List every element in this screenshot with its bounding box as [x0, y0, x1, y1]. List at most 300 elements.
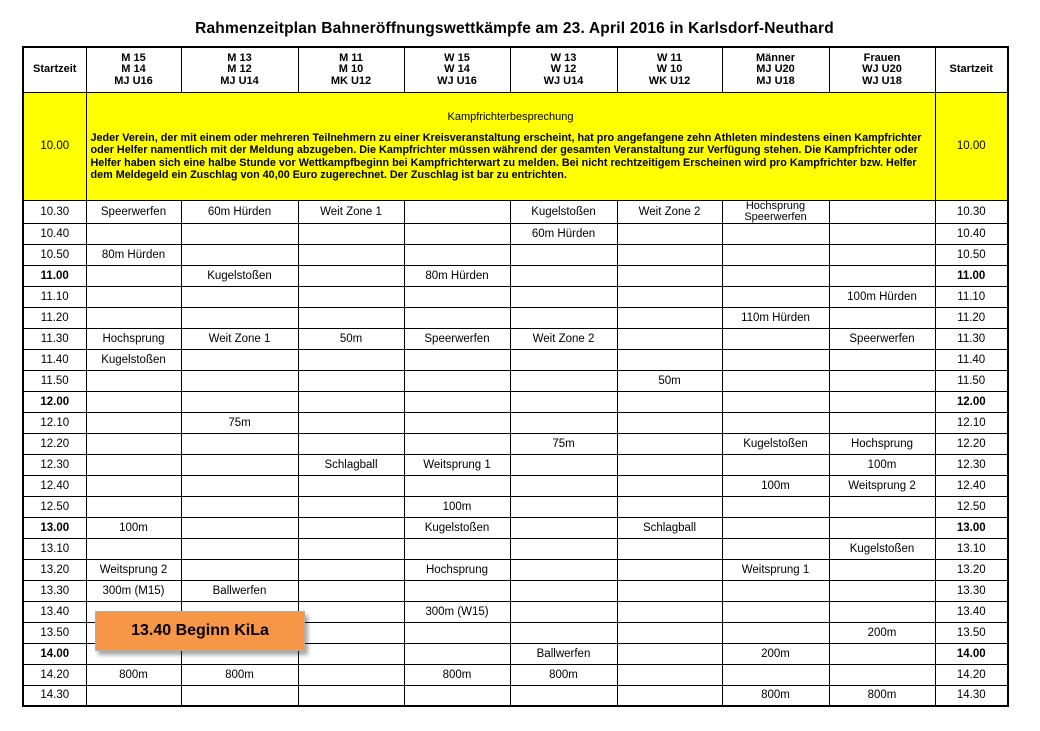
schedule-row	[23, 685, 1008, 706]
event-cell	[829, 200, 935, 223]
event-cell	[181, 559, 298, 580]
event-cell	[86, 412, 181, 433]
event-cell	[510, 622, 617, 643]
event-cell: 800m	[181, 664, 298, 685]
start-time-left: 14.30	[23, 685, 86, 706]
meeting-title: Kampfrichterbesprechung	[447, 110, 574, 123]
column-header-line: MJ U14	[220, 74, 259, 87]
page-title: Rahmenzeitplan Bahneröffnungswettkämpfe am 23. April 2016 in Karlsdorf-Neuthard	[195, 20, 834, 37]
meeting-time-left: 10.00	[23, 92, 86, 200]
column-header-line: WK U12	[648, 74, 691, 87]
event-cell	[829, 412, 935, 433]
event-cell: Speerwerfen	[404, 328, 510, 349]
start-time-left: 11.00	[23, 265, 86, 286]
event-cell: Speerwerfen	[86, 200, 181, 223]
event-cell	[722, 265, 829, 286]
column-header-line: W 14	[444, 63, 470, 75]
event-cell	[722, 223, 829, 244]
event-cell: 300m (W15)	[404, 601, 510, 622]
start-time-right: 14.20	[935, 664, 1008, 685]
start-time-right: 14.30	[935, 685, 1008, 706]
start-time-left: 14.00	[23, 643, 86, 664]
event-cell	[617, 580, 722, 601]
event-cell	[617, 223, 722, 244]
schedule-row	[23, 244, 1008, 265]
start-time-right: 13.30	[935, 580, 1008, 601]
event-cell	[86, 538, 181, 559]
start-time-right: 12.30	[935, 454, 1008, 475]
event-cell: Hochsprung	[86, 328, 181, 349]
start-time-right: 11.50	[935, 370, 1008, 391]
start-time-right: 10.50	[935, 244, 1008, 265]
event-cell: 800m	[404, 664, 510, 685]
start-time-left: 13.50	[23, 622, 86, 643]
event-cell	[722, 496, 829, 517]
event-cell	[181, 517, 298, 538]
event-cell	[181, 433, 298, 454]
event-cell	[181, 538, 298, 559]
event-cell: Kugelstoßen	[829, 538, 935, 559]
event-cell	[86, 265, 181, 286]
event-cell	[829, 370, 935, 391]
start-time-right: 13.20	[935, 559, 1008, 580]
start-time-left: 12.20	[23, 433, 86, 454]
event-cell	[404, 307, 510, 328]
event-cell	[86, 454, 181, 475]
event-cell	[617, 622, 722, 643]
column-header-line: Frauen	[863, 51, 901, 64]
event-cell	[617, 538, 722, 559]
event-cell	[404, 643, 510, 664]
column-header-line: MJ U16	[114, 74, 153, 87]
event-cell: Weit Zone 2	[617, 200, 722, 223]
column-header-line: MK U12	[330, 74, 372, 87]
event-line: Speerwerfen	[744, 210, 807, 223]
event-cell: 800m	[722, 685, 829, 706]
schedule-row	[23, 265, 1008, 286]
event-cell	[510, 454, 617, 475]
schedule-row	[23, 391, 1008, 412]
schedule-row	[23, 307, 1008, 328]
event-cell: Ballwerfen	[510, 643, 617, 664]
event-cell	[722, 580, 829, 601]
event-cell	[298, 223, 404, 244]
event-cell	[722, 391, 829, 412]
event-cell: 100m	[404, 496, 510, 517]
event-cell	[617, 307, 722, 328]
column-header-line: MJ U20	[756, 63, 795, 75]
event-cell	[722, 328, 829, 349]
event-cell: Weitsprung 2	[829, 475, 935, 496]
start-time-header-right: Startzeit	[935, 47, 1008, 92]
header-row	[23, 47, 1008, 92]
event-cell: 110m Hürden	[722, 307, 829, 328]
event-cell	[181, 496, 298, 517]
event-cell	[722, 454, 829, 475]
event-cell	[298, 496, 404, 517]
event-cell: 50m	[617, 370, 722, 391]
event-cell	[510, 475, 617, 496]
kila-start-callout: 13.40 Beginn KiLa	[95, 611, 305, 651]
event-cell: Kugelstoßen	[404, 517, 510, 538]
start-time-right: 12.00	[935, 391, 1008, 412]
event-cell	[829, 349, 935, 370]
event-cell	[181, 685, 298, 706]
event-cell	[722, 370, 829, 391]
column-header-line: M 10	[338, 63, 364, 75]
event-line: Hochsprung	[745, 200, 806, 212]
event-cell: 800m	[829, 685, 935, 706]
event-cell	[829, 391, 935, 412]
start-time-right: 10.40	[935, 223, 1008, 244]
start-time-left: 14.20	[23, 664, 86, 685]
column-header	[298, 47, 404, 92]
event-cell	[510, 580, 617, 601]
event-cell	[510, 538, 617, 559]
event-cell: 100m	[829, 454, 935, 475]
event-cell	[181, 244, 298, 265]
event-cell: 200m	[829, 622, 935, 643]
event-cell	[510, 559, 617, 580]
event-cell	[404, 475, 510, 496]
event-cell	[510, 244, 617, 265]
schedule-row	[23, 664, 1008, 685]
event-cell	[181, 475, 298, 496]
event-cell: Kugelstoßen	[510, 200, 617, 223]
start-time-right: 11.30	[935, 328, 1008, 349]
event-cell	[86, 370, 181, 391]
event-cell	[722, 538, 829, 559]
event-cell	[829, 223, 935, 244]
event-cell	[829, 244, 935, 265]
event-cell	[617, 685, 722, 706]
schedule-row	[23, 370, 1008, 391]
event-cell: Weit Zone 2	[510, 328, 617, 349]
event-cell: Schlagball	[298, 454, 404, 475]
event-cell: 100m	[86, 517, 181, 538]
start-time-right: 11.10	[935, 286, 1008, 307]
start-time-left: 10.40	[23, 223, 86, 244]
event-cell	[298, 286, 404, 307]
event-cell: 800m	[510, 664, 617, 685]
start-time-left: 12.10	[23, 412, 86, 433]
column-header-line: W 13	[550, 51, 577, 64]
start-time-header-left: Startzeit	[23, 47, 86, 92]
event-cell: 80m Hürden	[86, 244, 181, 265]
event-cell	[404, 622, 510, 643]
event-cell	[86, 286, 181, 307]
event-cell	[298, 559, 404, 580]
event-cell	[617, 643, 722, 664]
event-cell	[617, 328, 722, 349]
event-cell	[404, 244, 510, 265]
column-header-line: W 12	[550, 63, 577, 75]
column-header-line: M 13	[227, 51, 252, 64]
event-cell	[298, 664, 404, 685]
column-header	[617, 47, 722, 92]
start-time-right: 13.10	[935, 538, 1008, 559]
schedule-row	[23, 223, 1008, 244]
event-cell: Weit Zone 1	[181, 328, 298, 349]
schedule-row	[23, 559, 1008, 580]
event-cell	[298, 685, 404, 706]
schedule-row	[23, 328, 1008, 349]
start-time-left: 10.50	[23, 244, 86, 265]
event-cell	[86, 475, 181, 496]
event-cell	[181, 307, 298, 328]
event-cell	[510, 265, 617, 286]
column-header-line: M 12	[227, 63, 252, 75]
event-cell	[617, 244, 722, 265]
event-cell: 75m	[510, 433, 617, 454]
event-cell: Schlagball	[617, 517, 722, 538]
start-time-left: 11.10	[23, 286, 86, 307]
event-cell	[298, 538, 404, 559]
event-cell: 60m Hürden	[510, 223, 617, 244]
column-header-line: Männer	[755, 51, 796, 64]
column-header-line: M 15	[121, 51, 146, 64]
schedule-table	[22, 46, 1009, 707]
event-cell: 200m	[722, 643, 829, 664]
event-cell	[298, 370, 404, 391]
event-cell	[510, 391, 617, 412]
start-time-right: 11.40	[935, 349, 1008, 370]
event-cell: Weitsprung 2	[86, 559, 181, 580]
event-cell	[829, 307, 935, 328]
event-cell	[510, 307, 617, 328]
schedule-row	[23, 433, 1008, 454]
event-cell	[404, 685, 510, 706]
column-header-line: W 11	[656, 51, 683, 64]
event-cell	[722, 349, 829, 370]
start-time-right: 12.50	[935, 496, 1008, 517]
event-cell	[829, 643, 935, 664]
event-cell	[617, 433, 722, 454]
event-cell	[404, 412, 510, 433]
event-cell	[617, 412, 722, 433]
event-cell	[404, 200, 510, 223]
event-cell	[298, 601, 404, 622]
start-time-left: 12.00	[23, 391, 86, 412]
event-cell	[829, 559, 935, 580]
event-cell	[510, 370, 617, 391]
event-cell	[510, 685, 617, 706]
event-cell: 100m Hürden	[829, 286, 935, 307]
meeting-time-right: 10.00	[935, 92, 1008, 200]
event-cell	[722, 517, 829, 538]
event-cell	[617, 475, 722, 496]
start-time-left: 13.40	[23, 601, 86, 622]
event-cell	[404, 580, 510, 601]
start-time-left: 13.20	[23, 559, 86, 580]
start-time-right: 12.10	[935, 412, 1008, 433]
event-cell	[181, 391, 298, 412]
event-cell: 75m	[181, 412, 298, 433]
start-time-left: 10.30	[23, 200, 86, 223]
event-cell	[298, 622, 404, 643]
event-cell	[86, 496, 181, 517]
event-cell	[181, 370, 298, 391]
event-cell	[86, 685, 181, 706]
event-cell: Hochsprung	[829, 433, 935, 454]
column-header	[181, 47, 298, 92]
event-cell	[404, 433, 510, 454]
meeting-text: Jeder Verein, der mit einem oder mehreren Teilnehmern zu einer Kreisveranstaltung erscheint, hat pro angefangene zehn Athleten mindestens einen Kampfrichter oder Helfer namentlich mit der Meldung abzugeben. Die Kampfrichter müssen während der gesamten Veranstaltung zur Verfügung stehen. Die Kampfrichter oder Helfer haben sich eine halbe Stunde vor Wettkampfbeginn bei Kampfrichterwart zu melden. Bei nicht rechtzeitigem Erscheinen wird pro Kampfrichter bzw. Helfer dem Meldegeld ein Zuschlag von 40,00 Euro zugerechnet. Der Zuschlag ist bar zu entrichten.	[90, 132, 922, 181]
event-cell	[404, 370, 510, 391]
start-time-right: 13.50	[935, 622, 1008, 643]
start-time-left: 13.00	[23, 517, 86, 538]
event-cell	[298, 349, 404, 370]
start-time-left: 13.10	[23, 538, 86, 559]
event-cell: Weitsprung 1	[722, 559, 829, 580]
event-cell	[829, 496, 935, 517]
event-cell	[181, 349, 298, 370]
event-cell	[722, 244, 829, 265]
event-cell	[617, 391, 722, 412]
event-cell	[617, 496, 722, 517]
column-header-line: M 11	[339, 51, 363, 64]
start-time-right: 12.40	[935, 475, 1008, 496]
schedule-row	[23, 580, 1008, 601]
event-cell	[404, 391, 510, 412]
start-time-left: 13.30	[23, 580, 86, 601]
event-cell	[298, 391, 404, 412]
event-cell	[617, 664, 722, 685]
event-cell	[298, 265, 404, 286]
event-cell	[829, 517, 935, 538]
start-time-right: 10.30	[935, 200, 1008, 223]
event-cell: 60m Hürden	[181, 200, 298, 223]
event-cell	[298, 307, 404, 328]
event-cell	[181, 454, 298, 475]
schedule-row	[23, 454, 1008, 475]
event-cell: 50m	[298, 328, 404, 349]
event-cell: 100m	[722, 475, 829, 496]
event-cell	[298, 475, 404, 496]
event-cell: Kugelstoßen	[181, 265, 298, 286]
column-header-line: WJ U20	[862, 63, 902, 75]
event-cell	[722, 622, 829, 643]
schedule-row	[23, 412, 1008, 433]
event-cell: Weit Zone 1	[298, 200, 404, 223]
event-cell	[617, 349, 722, 370]
event-cell	[617, 454, 722, 475]
start-time-right: 12.20	[935, 433, 1008, 454]
event-cell	[86, 433, 181, 454]
event-cell	[404, 538, 510, 559]
column-header-line: MJ U18	[756, 74, 795, 87]
schedule-row	[23, 475, 1008, 496]
event-cell	[510, 601, 617, 622]
event-cell	[298, 244, 404, 265]
meeting-row	[23, 92, 1008, 200]
event-cell: Kugelstoßen	[722, 433, 829, 454]
event-cell	[722, 200, 829, 223]
event-cell: Hochsprung	[404, 559, 510, 580]
event-cell	[298, 643, 404, 664]
event-cell: 300m (M15)	[86, 580, 181, 601]
event-cell	[510, 517, 617, 538]
column-header	[510, 47, 617, 92]
event-cell	[298, 517, 404, 538]
event-cell	[617, 559, 722, 580]
event-cell	[181, 223, 298, 244]
event-cell	[829, 265, 935, 286]
start-time-left: 11.30	[23, 328, 86, 349]
column-header-line: W 15	[444, 51, 470, 64]
column-header	[86, 47, 181, 92]
event-cell	[722, 601, 829, 622]
event-cell	[86, 307, 181, 328]
column-header-line: WJ U14	[543, 74, 584, 87]
event-cell	[298, 433, 404, 454]
start-time-left: 11.50	[23, 370, 86, 391]
column-header-line: WJ U18	[862, 74, 902, 87]
start-time-right: 11.20	[935, 307, 1008, 328]
event-cell	[298, 412, 404, 433]
schedule-row	[23, 496, 1008, 517]
event-cell	[86, 223, 181, 244]
event-cell	[510, 349, 617, 370]
event-cell	[617, 286, 722, 307]
event-cell	[181, 286, 298, 307]
event-cell: Kugelstoßen	[86, 349, 181, 370]
event-cell	[404, 223, 510, 244]
event-cell: 800m	[86, 664, 181, 685]
meeting-notice	[86, 92, 935, 200]
event-cell	[404, 286, 510, 307]
event-cell: Speerwerfen	[829, 328, 935, 349]
start-time-left: 11.20	[23, 307, 86, 328]
event-cell: Ballwerfen	[181, 580, 298, 601]
schedule-row	[23, 349, 1008, 370]
column-header-line: W 10	[656, 63, 683, 75]
event-cell	[722, 412, 829, 433]
start-time-left: 12.30	[23, 454, 86, 475]
event-cell	[829, 601, 935, 622]
event-cell	[829, 664, 935, 685]
start-time-left: 11.40	[23, 349, 86, 370]
event-cell	[86, 391, 181, 412]
event-cell	[617, 265, 722, 286]
schedule-row	[23, 200, 1008, 223]
event-cell: Weitsprung 1	[404, 454, 510, 475]
event-cell	[298, 580, 404, 601]
column-header	[829, 47, 935, 92]
event-cell	[510, 286, 617, 307]
start-time-right: 13.00	[935, 517, 1008, 538]
column-header	[404, 47, 510, 92]
event-cell: 80m Hürden	[404, 265, 510, 286]
start-time-left: 12.40	[23, 475, 86, 496]
schedule-row	[23, 538, 1008, 559]
event-cell	[722, 286, 829, 307]
start-time-right: 14.00	[935, 643, 1008, 664]
start-time-right: 11.00	[935, 265, 1008, 286]
column-header-line: WJ U16	[437, 74, 477, 87]
event-cell	[722, 664, 829, 685]
schedule-row	[23, 286, 1008, 307]
column-header	[722, 47, 829, 92]
event-cell	[510, 412, 617, 433]
event-cell	[510, 496, 617, 517]
event-cell	[829, 580, 935, 601]
event-cell	[617, 601, 722, 622]
start-time-right: 13.40	[935, 601, 1008, 622]
start-time-left: 12.50	[23, 496, 86, 517]
column-header-line: M 14	[121, 63, 146, 75]
schedule-row	[23, 517, 1008, 538]
